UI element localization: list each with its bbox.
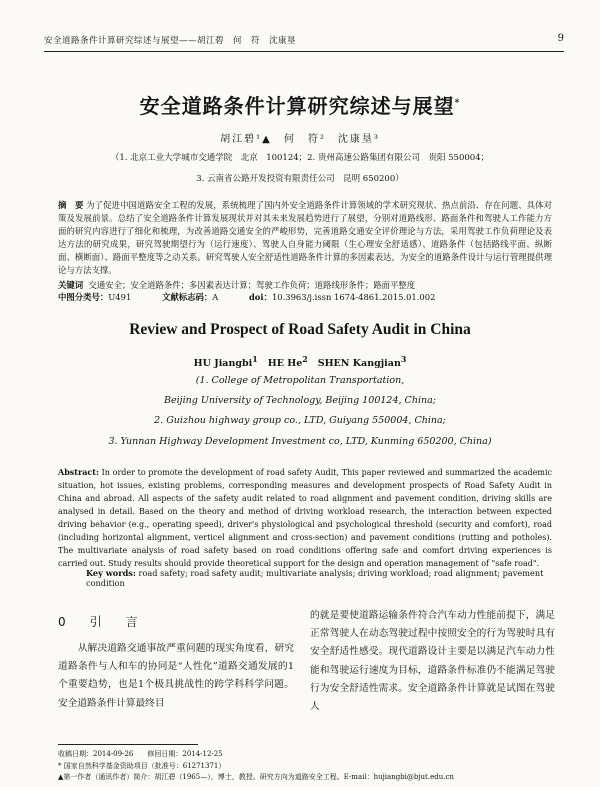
keywords-text: road safety; road safety audit; multivariate analysis; driving workload; road alignment; pavement condition	[86, 568, 544, 588]
running-header	[44, 33, 564, 52]
keywords-english	[86, 568, 556, 588]
body-paragraph: 从解决道路交通事故严重问题的现实角度看，研究道路条件与人和车的协同是“人性化”道路交通发展的1个重要趋势，也是1个极具挑战性的跨学科科学问题。安全道路条件计算最终目	[58, 643, 295, 709]
author-affil-mark: 1	[252, 355, 258, 364]
section-heading-introduction: 0 引 言	[58, 615, 144, 629]
body-text-right-column: 的就是要使道路运输条件符合汽车动力性能前提下，满足正常驾驶人在动态驾驶过程中按照安全的行为驾驶时具有安全舒适性感受。现代道路设计主要是以满足汽车动力性能和驾驶运行速度为目标，道路条件标准仍不能满足驾驶行为安全舒适性需求。安全道路条件计算就是试图在驾驶人	[310, 610, 555, 713]
affiliation-english-line: 2. Guizhou highway group co., LTD, Guiyang 550004, China;	[154, 415, 446, 426]
author-name: HU Jiangbi	[193, 358, 253, 370]
footnote-funding: * 国家自然科学基金资助项目（批准号：61271371）	[58, 761, 226, 770]
page-title-english: Review and Prospect of Road Safety Audit in China	[129, 321, 471, 338]
running-head: 安全道路条件计算研究综述与展望——胡江碧 何 符 沈康垦	[44, 36, 297, 46]
footnote-author: ▲第一作者（通讯作者）简介：胡江碧（1965—），博士，教授。研究方向为道路安全工程。E-mail：hujiangbi@bjut.edu.cn	[58, 773, 454, 781]
doi-value: 10.3963/j.issn 1674-4861.2015.01.002	[271, 292, 436, 302]
abstract-label: Abstract:	[58, 467, 99, 477]
abstract-english	[58, 466, 552, 570]
title-footnote-mark: *	[454, 98, 461, 109]
abstract-label: 摘 要	[58, 200, 84, 210]
keywords-text: 交通安全；安全道路条件；多因素表达计算；驾驶工作负荷；道路线形条件；路面平整度	[88, 280, 416, 290]
affiliation-chinese-line: （1. 北京工业大学城市交通学院 北京 100124；2. 贵州高速公路集团有限公司 贵阳 550004；	[110, 153, 490, 163]
affiliation-english-line: (1. College of Metropolitan Transportation,	[195, 375, 405, 386]
abstract-text: 为了促进中国道路安全工程的发展，系统梳理了国内外安全道路条件计算领域的学术研究现状、热点前沿、存在问题、具体对策及发展前景。总结了安全道路条件计算发展现状并对其未来发展趋势进行了展望，分别对道路线形、路面条件和驾驶人工作能力方面的研究内容进行了细化和梳理，为改善道路交通安全的严峻形势，完善道路交通安全评价理论与方法，采用驾驶工作负荷理论及表达方法的研究成果，研究驾驶期望行为（运行速度）、驾驶人自身能力阈限（生心理安全舒适感）、道路条件（包括路线平面、纵断面、横断面）、路面平整度等之动关系。研究驾驶人安全舒适性道路条件计算的多因素表达，为安全的道路条件设计与运行管理提供理论与方法支撑。	[58, 200, 553, 276]
abstract-text: In order to promote the development of road safety Audit, This paper reviewed and summarized the academic situation, hot issues, existing problems, corresponding measures and development prospects of Road Safety Audit in China and abroad. All aspects of the safety audit related to road alignment and pavement condition, driving skills are analysed in detail. Based on the theory and method of driving workload research, the interaction between expected driving behavior (e.g., operating speed), driver's physiological and psychological threshold (security and comfort), road (including horizontal alignment, verticel alignment and cross-section) and pavement conditions (rutting and potholes). The multivariate analysis of road safety based on road conditions offering safe and comfort driving experiences is carried out. Study results should provide theoretical support for the design and operation management of "safe road".	[58, 468, 552, 568]
footnote-divider	[58, 744, 198, 745]
doc-code-label: 文献标志码：	[161, 292, 213, 302]
affiliation-english-line: Beijing University of Technology, Beijing 100124, China;	[164, 395, 436, 406]
body-text-left-column	[58, 640, 294, 713]
classification-line	[58, 291, 552, 303]
clc-label: 中图分类号：	[58, 292, 109, 302]
author-affil-mark: 2	[302, 355, 308, 364]
page-number: 9	[557, 33, 564, 44]
authors-chinese: 胡江碧¹▲ 何 符² 沈康垦³	[220, 134, 380, 145]
author-affil-mark: 3	[400, 355, 407, 364]
abstract-chinese	[58, 199, 552, 278]
page-title-chinese	[0, 90, 600, 119]
keywords-label: 关键词	[58, 280, 84, 290]
footnote-dates: 收稿日期：2014-09-26 修回日期：2014-12-25	[58, 750, 223, 758]
author-name: HE He	[267, 358, 303, 370]
authors-english	[0, 355, 600, 369]
author-name: SHEN Kangjian	[317, 358, 401, 370]
doi-label: doi：	[248, 292, 272, 302]
affiliation-english-line: 3. Yunnan Highway Development Investment co, LTD, Kunming 650200, China)	[108, 436, 492, 447]
title-text: 安全道路条件计算研究综述与展望	[139, 94, 455, 118]
keywords-label: Key words:	[86, 568, 136, 578]
footnotes	[58, 749, 558, 784]
clc-value: U491	[108, 292, 132, 302]
doc-code-value: A	[212, 292, 219, 302]
affiliation-chinese-line: 3. 云南省公路开发投资有限责任公司 昆明 650200）	[196, 174, 404, 184]
